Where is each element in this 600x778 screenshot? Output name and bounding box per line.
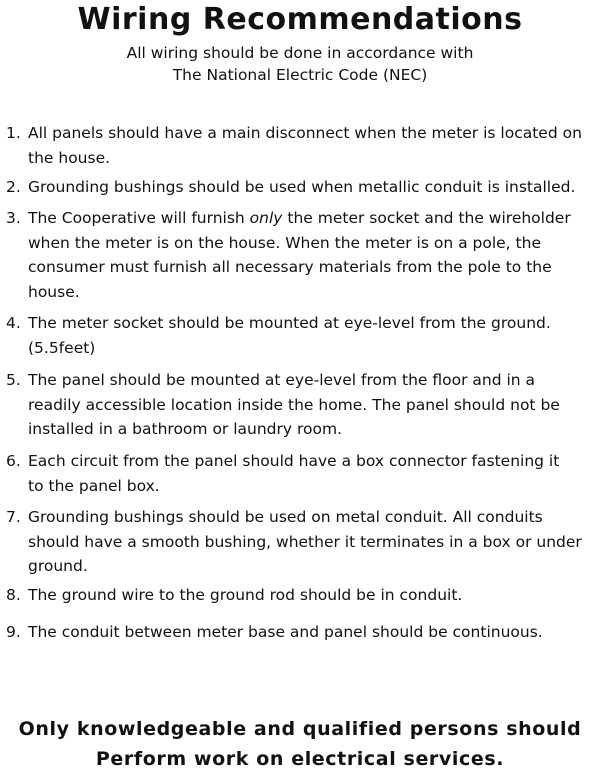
item-number: 8. <box>6 586 21 604</box>
list-item-3 <box>6 206 594 304</box>
item-text-start: The Cooperative will furnish <box>28 209 250 227</box>
subtitle-line-2: The National Electric Code (NEC) <box>172 66 428 84</box>
item-text-rest: the meter socket and the wireholder when the meter is on the house. When the meter is on a pole, the consumer must furnish all necessary materials from the pole to the house. <box>28 209 571 301</box>
list-item-2 <box>6 175 594 200</box>
item-text: All panels should have a main disconnect when the meter is located on the house. <box>28 124 582 167</box>
item-number: 2. <box>6 178 21 196</box>
item-text: The ground wire to the ground rod should be in conduit. <box>28 586 463 604</box>
list-item-9 <box>6 620 594 645</box>
list-item-8 <box>6 583 594 608</box>
item-number: 1. <box>6 124 21 142</box>
item-number: 6. <box>6 452 21 470</box>
footer-warning-line-2: Perform work on electrical services. <box>95 748 505 770</box>
emphasis-only: only <box>249 209 283 227</box>
item-number: 4. <box>6 314 21 332</box>
item-number: 9. <box>6 623 21 641</box>
page-title: Wiring Recommendations <box>77 2 523 37</box>
item-number: 7. <box>6 508 21 526</box>
list-item-5 <box>6 368 594 442</box>
item-number: 5. <box>6 371 21 389</box>
item-number: 3. <box>6 209 21 227</box>
item-text: Each circuit from the panel should have a box connector fastening it to the panel box. <box>28 452 560 495</box>
item-text <box>28 206 594 304</box>
item-text: Grounding bushings should be used on metal conduit. All conduits should have a smooth bushing, whether it terminates in a box or under ground. <box>28 508 582 575</box>
footer-warning-line-1: Only knowledgeable and qualified persons should <box>18 718 582 740</box>
list-item-7 <box>6 505 594 579</box>
list-item-4 <box>6 311 594 360</box>
list-item-1 <box>6 121 594 170</box>
item-text: Grounding bushings should be used when metallic conduit is installed. <box>28 178 576 196</box>
subtitle-line-1: All wiring should be done in accordance with <box>126 44 474 62</box>
item-text: The meter socket should be mounted at eye-level from the ground. (5.5feet) <box>28 314 551 357</box>
item-text: The panel should be mounted at eye-level from the floor and in a readily accessible location inside the home. The panel should not be installed in a bathroom or laundry room. <box>28 371 560 438</box>
item-text: The conduit between meter base and panel should be continuous. <box>28 623 543 641</box>
list-item-6 <box>6 449 594 498</box>
